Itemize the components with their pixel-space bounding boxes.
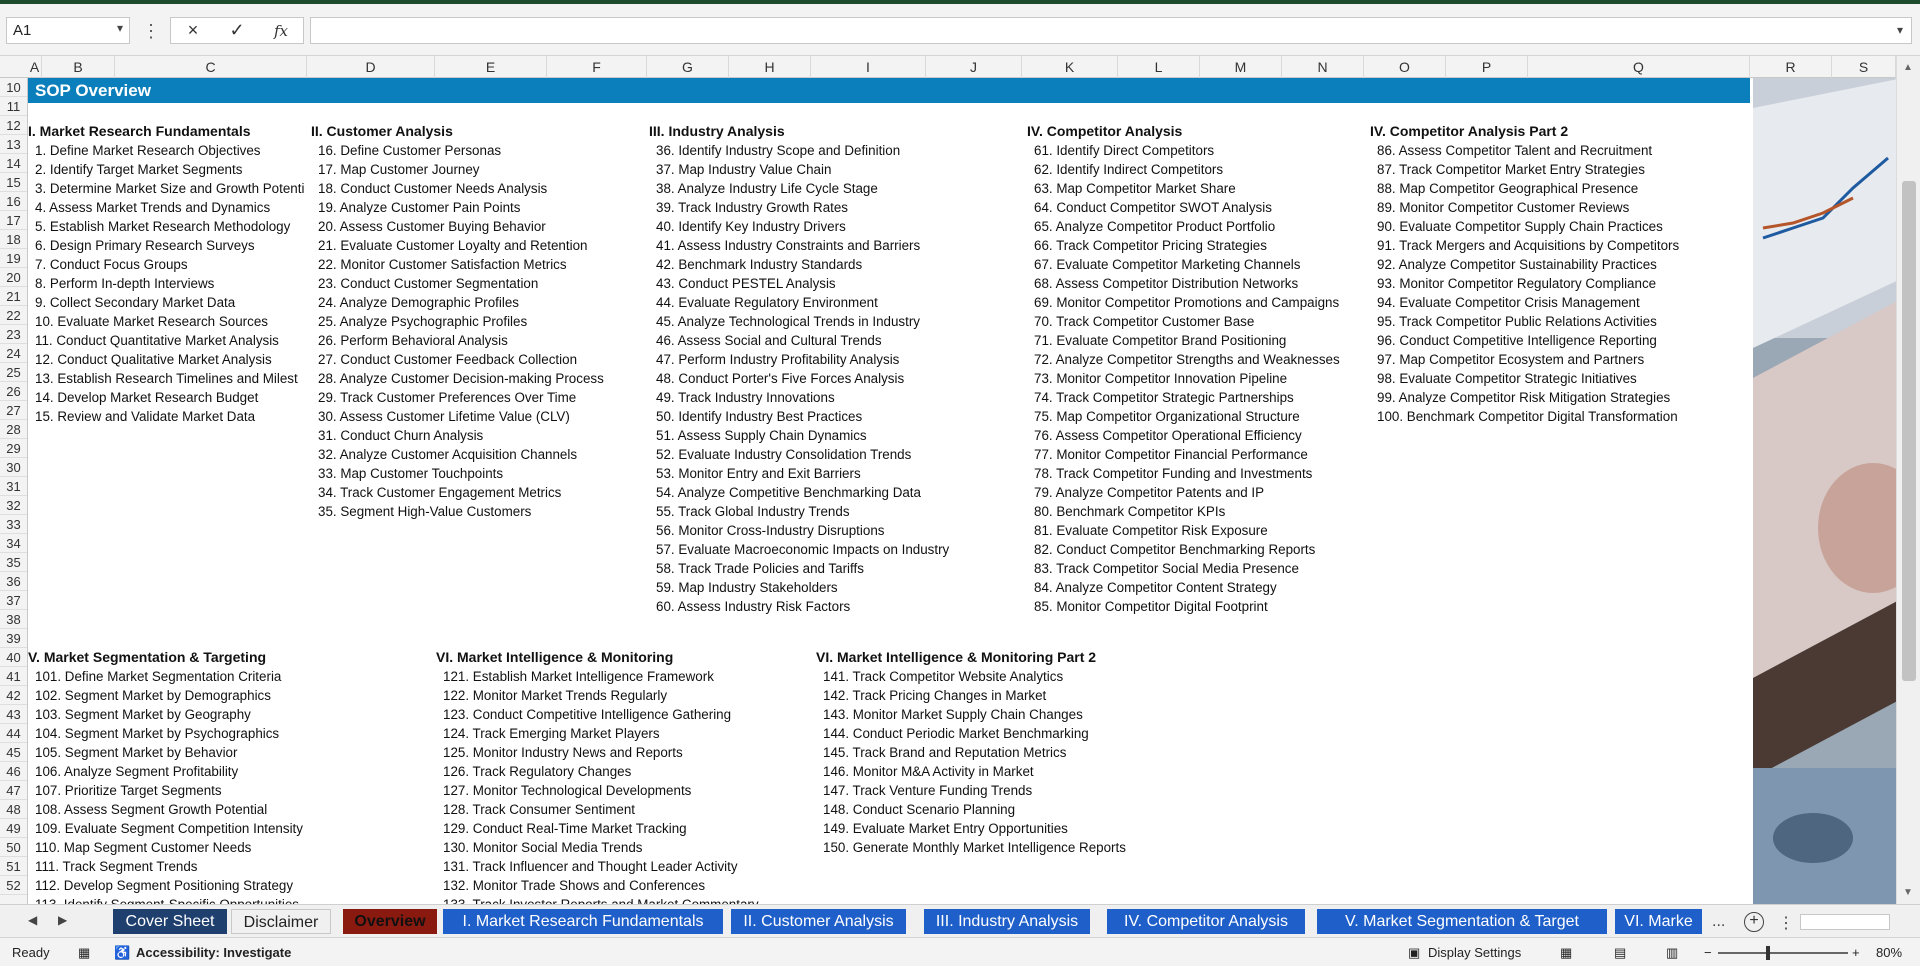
list-item[interactable]: 21. Evaluate Customer Loyalty and Retention	[318, 238, 588, 253]
list-item[interactable]: 11. Conduct Quantitative Market Analysis	[35, 333, 279, 348]
list-item[interactable]: 14. Develop Market Research Budget	[35, 390, 259, 405]
scroll-thumb[interactable]	[1902, 181, 1916, 681]
list-item[interactable]: 7. Conduct Focus Groups	[35, 257, 188, 272]
decorative-photo	[1753, 78, 1903, 904]
row-header[interactable]: 21	[0, 287, 27, 306]
list-item[interactable]: 19. Analyze Customer Pain Points	[318, 200, 521, 215]
list-item[interactable]: 4. Assess Market Trends and Dynamics	[35, 200, 271, 215]
list-item[interactable]: 60. Assess Industry Risk Factors	[656, 599, 851, 614]
row-header[interactable]: 13	[0, 135, 27, 154]
list-item[interactable]: 86. Assess Competitor Talent and Recruitment	[1377, 143, 1653, 158]
list-item[interactable]: 127. Monitor Technological Developments	[443, 783, 692, 798]
list-item[interactable]: 5. Establish Market Research Methodology	[35, 219, 291, 234]
list-item[interactable]: 38. Analyze Industry Life Cycle Stage	[656, 181, 878, 196]
list-item[interactable]: 102. Segment Market by Demographics	[35, 688, 271, 703]
row-header[interactable]: 44	[0, 724, 27, 743]
list-item[interactable]: 63. Map Competitor Market Share	[1034, 181, 1236, 196]
list-item[interactable]: 71. Evaluate Competitor Brand Positioning	[1034, 333, 1287, 348]
expand-formula-icon[interactable]: ▾	[1896, 23, 1903, 37]
list-item[interactable]: 49. Track Industry Innovations	[656, 390, 835, 405]
row-header[interactable]: 31	[0, 477, 27, 496]
list-item[interactable]: 122. Monitor Market Trends Regularly	[443, 688, 668, 703]
list-item[interactable]: 68. Assess Competitor Distribution Networks	[1034, 276, 1299, 291]
name-box[interactable]	[6, 17, 130, 44]
list-item[interactable]: 148. Conduct Scenario Planning	[823, 802, 1016, 817]
page-break-icon[interactable]: ▥	[1666, 945, 1679, 960]
list-item[interactable]: 56. Monitor Cross-Industry Disruptions	[656, 523, 885, 538]
display-settings[interactable]: Display Settings	[1428, 945, 1522, 960]
row-header[interactable]: 19	[0, 249, 27, 268]
list-item[interactable]: 64. Conduct Competitor SWOT Analysis	[1034, 200, 1272, 215]
list-item[interactable]: 99. Analyze Competitor Risk Mitigation Strategies	[1377, 390, 1671, 405]
list-item[interactable]: 101. Define Market Segmentation Criteria	[35, 669, 282, 684]
zoom-slider[interactable]	[1718, 952, 1848, 954]
list-item[interactable]: 93. Monitor Competitor Regulatory Compliance	[1377, 276, 1657, 291]
column-header-m[interactable]: M	[1200, 56, 1282, 78]
row-header[interactable]: 41	[0, 667, 27, 686]
worksheet-grid[interactable]	[28, 78, 1750, 904]
row-header[interactable]: 15	[0, 173, 27, 192]
list-item[interactable]: 23. Conduct Customer Segmentation	[318, 276, 539, 291]
list-item[interactable]: 17. Map Customer Journey	[318, 162, 480, 177]
list-item[interactable]: 142. Track Pricing Changes in Market	[823, 688, 1047, 703]
list-item[interactable]: 13. Establish Research Timelines and Milest	[35, 371, 298, 386]
list-item[interactable]: 96. Conduct Competitive Intelligence Reporting	[1377, 333, 1657, 348]
list-item[interactable]: 52. Evaluate Industry Consolidation Trends	[656, 447, 912, 462]
list-item[interactable]: 18. Conduct Customer Needs Analysis	[318, 181, 548, 196]
list-item[interactable]: 33. Map Customer Touchpoints	[318, 466, 504, 481]
list-item[interactable]: 1. Define Market Research Objectives	[35, 143, 261, 158]
list-item[interactable]: 95. Track Competitor Public Relations Activities	[1377, 314, 1657, 329]
list-item[interactable]: 85. Monitor Competitor Digital Footprint	[1034, 599, 1268, 614]
tab-cover-sheet[interactable]: Cover Sheet	[113, 909, 227, 934]
name-box-value: A1	[13, 22, 32, 39]
row-header[interactable]: 34	[0, 534, 27, 553]
list-item[interactable]: 87. Track Competitor Market Entry Strategies	[1377, 162, 1645, 177]
list-item[interactable]: 37. Map Industry Value Chain	[656, 162, 832, 177]
list-item[interactable]: 149. Evaluate Market Entry Opportunities	[823, 821, 1068, 836]
section-list	[28, 141, 304, 426]
row-header[interactable]: 20	[0, 268, 27, 287]
horizontal-scrollbar[interactable]	[1800, 914, 1890, 930]
list-item[interactable]: 24. Analyze Demographic Profiles	[318, 295, 519, 310]
add-sheet-icon[interactable]: +	[1744, 912, 1764, 932]
more-vertical-icon[interactable]: ⋮	[142, 21, 160, 41]
tab-overview[interactable]: Overview	[343, 909, 437, 934]
list-item[interactable]: 6. Design Primary Research Surveys	[35, 238, 255, 253]
list-item[interactable]: 26. Perform Behavioral Analysis	[318, 333, 508, 348]
list-item[interactable]: 15. Review and Validate Market Data	[35, 409, 256, 424]
list-item[interactable]: 46. Assess Social and Cultural Trends	[656, 333, 882, 348]
list-item[interactable]: 131. Track Influencer and Thought Leader Activity	[443, 859, 738, 874]
row-header[interactable]: 25	[0, 363, 27, 382]
list-item[interactable]: 41. Assess Industry Constraints and Barriers	[656, 238, 921, 253]
list-item[interactable]: 9. Collect Secondary Market Data	[35, 295, 236, 310]
list-item[interactable]: 83. Track Competitor Social Media Presence	[1034, 561, 1299, 576]
list-item[interactable]: 22. Monitor Customer Satisfaction Metrics	[318, 257, 567, 272]
tab-industry-analysis[interactable]: III. Industry Analysis	[924, 909, 1090, 934]
list-item[interactable]: 143. Monitor Market Supply Chain Changes	[823, 707, 1083, 722]
list-item[interactable]: 126. Track Regulatory Changes	[443, 764, 632, 779]
list-item[interactable]: 106. Analyze Segment Profitability	[35, 764, 239, 779]
list-item[interactable]: 82. Conduct Competitor Benchmarking Reports	[1034, 542, 1316, 557]
list-item[interactable]: 59. Map Industry Stakeholders	[656, 580, 838, 595]
sheet-tab-bar	[0, 904, 1920, 937]
list-item[interactable]: 40. Identify Key Industry Drivers	[656, 219, 846, 234]
column-header-l[interactable]: L	[1118, 56, 1200, 78]
tab-customer-analysis[interactable]: II. Customer Analysis	[731, 909, 906, 934]
list-item[interactable]: 50. Identify Industry Best Practices	[656, 409, 863, 424]
list-item[interactable]: 132. Monitor Trade Shows and Conferences	[443, 878, 706, 893]
list-item[interactable]: 97. Map Competitor Ecosystem and Partners	[1377, 352, 1645, 367]
list-item[interactable]: 32. Analyze Customer Acquisition Channels	[318, 447, 578, 462]
tab-disclaimer[interactable]: Disclaimer	[231, 909, 331, 934]
formula-input[interactable]	[310, 17, 1912, 44]
list-item[interactable]: 10. Evaluate Market Research Sources	[35, 314, 268, 329]
list-item[interactable]: 100. Benchmark Competitor Digital Transformation	[1377, 409, 1678, 424]
row-header[interactable]: 12	[0, 116, 27, 135]
section-title: IV. Competitor Analysis Part 2	[1370, 123, 1569, 139]
list-item[interactable]: 109. Evaluate Segment Competition Intensity	[35, 821, 303, 836]
insert-function-icon[interactable]: fx	[273, 21, 288, 40]
list-item[interactable]: 72. Analyze Competitor Strengths and Weaknesses	[1034, 352, 1340, 367]
list-item[interactable]: 75. Map Competitor Organizational Structure	[1034, 409, 1300, 424]
row-header[interactable]: 28	[0, 420, 27, 439]
list-item[interactable]: 90. Evaluate Competitor Supply Chain Practices	[1377, 219, 1663, 234]
list-item[interactable]: 42. Benchmark Industry Standards	[656, 257, 863, 272]
section-customer-analysis	[311, 103, 604, 521]
row-header[interactable]: 24	[0, 344, 27, 363]
list-item[interactable]: 31. Conduct Churn Analysis	[318, 428, 484, 443]
list-item[interactable]: 112. Develop Segment Positioning Strategy	[35, 878, 294, 893]
list-item[interactable]: 78. Track Competitor Funding and Investments	[1034, 466, 1313, 481]
tab-prev-icon[interactable]: ◀	[28, 913, 38, 927]
row-header[interactable]: 50	[0, 838, 27, 857]
list-item[interactable]: 70. Track Competitor Customer Base	[1034, 314, 1255, 329]
row-header[interactable]: 47	[0, 781, 27, 800]
section-market-intelligence-2	[816, 648, 1126, 857]
section-title: IV. Competitor Analysis	[1027, 123, 1183, 139]
vertical-scrollbar[interactable]	[1896, 56, 1920, 904]
column-header-n[interactable]: N	[1282, 56, 1364, 78]
list-item[interactable]: 80. Benchmark Competitor KPIs	[1034, 504, 1226, 519]
column-header-s[interactable]: S	[1832, 56, 1896, 78]
column-header-d[interactable]: D	[307, 56, 435, 78]
list-item[interactable]: 105. Segment Market by Behavior	[35, 745, 238, 760]
column-header-p[interactable]: P	[1446, 56, 1528, 78]
accessibility-status[interactable]: Accessibility: Investigate	[136, 945, 292, 960]
list-item[interactable]: 107. Prioritize Target Segments	[35, 783, 222, 798]
list-item[interactable]: 57. Evaluate Macroeconomic Impacts on Industry	[656, 542, 950, 557]
row-header[interactable]: 37	[0, 591, 27, 610]
list-item[interactable]: 74. Track Competitor Strategic Partnerships	[1034, 390, 1294, 405]
row-header[interactable]: 26	[0, 382, 27, 401]
list-item[interactable]: 3. Determine Market Size and Growth Potenti	[35, 181, 305, 196]
list-item[interactable]: 20. Assess Customer Buying Behavior	[318, 219, 546, 234]
row-header[interactable]: 32	[0, 496, 27, 515]
tab-market-research-fundamentals[interactable]: I. Market Research Fundamentals	[443, 909, 723, 934]
list-item[interactable]: 43. Conduct PESTEL Analysis	[656, 276, 836, 291]
row-header[interactable]: 17	[0, 211, 27, 230]
list-item[interactable]: 35. Segment High-Value Customers	[318, 504, 532, 519]
row-header[interactable]: 39	[0, 629, 27, 648]
list-item[interactable]: 45. Analyze Technological Trends in Industry	[656, 314, 921, 329]
row-header[interactable]: 43	[0, 705, 27, 724]
list-item[interactable]: 92. Analyze Competitor Sustainability Practices	[1377, 257, 1657, 272]
list-item[interactable]: 53. Monitor Entry and Exit Barriers	[656, 466, 861, 481]
row-header[interactable]: 52	[0, 876, 27, 895]
list-item[interactable]: 125. Monitor Industry News and Reports	[443, 745, 683, 760]
section-title: VI. Market Intelligence & Monitoring	[436, 649, 674, 665]
list-item[interactable]: 51. Assess Supply Chain Dynamics	[656, 428, 867, 443]
row-header[interactable]: 49	[0, 819, 27, 838]
list-item[interactable]: 81. Evaluate Competitor Risk Exposure	[1034, 523, 1268, 538]
column-header-f[interactable]: F	[547, 56, 647, 78]
row-header[interactable]: 14	[0, 154, 27, 173]
list-item[interactable]: 104. Segment Market by Psychographics	[35, 726, 280, 741]
row-header[interactable]: 48	[0, 800, 27, 819]
tab-next-icon[interactable]: ▶	[58, 913, 68, 927]
section-industry-analysis	[649, 103, 949, 616]
list-item[interactable]: 88. Map Competitor Geographical Presence	[1377, 181, 1639, 196]
list-item[interactable]: 29. Track Customer Preferences Over Time	[318, 390, 577, 405]
list-item[interactable]: 98. Evaluate Competitor Strategic Initiatives	[1377, 371, 1637, 386]
column-headers	[0, 56, 1920, 78]
row-header[interactable]: 10	[0, 78, 27, 97]
more-tabs-icon[interactable]: ...	[1712, 913, 1726, 930]
section-competitor-analysis-2	[1370, 103, 1679, 426]
list-item[interactable]: 28. Analyze Customer Decision-making Process	[318, 371, 604, 386]
row-header[interactable]: 16	[0, 192, 27, 211]
section-market-research	[28, 103, 304, 426]
list-item[interactable]: 150. Generate Monthly Market Intelligence Reports	[823, 840, 1126, 855]
list-item[interactable]: 65. Analyze Competitor Product Portfolio	[1034, 219, 1276, 234]
column-header-r[interactable]: R	[1750, 56, 1832, 78]
column-header-g[interactable]: G	[647, 56, 729, 78]
tab-market-segmentation[interactable]: V. Market Segmentation & Target	[1317, 909, 1607, 934]
column-header-o[interactable]: O	[1364, 56, 1446, 78]
section-title: III. Industry Analysis	[649, 123, 785, 139]
section-market-segmentation	[28, 648, 303, 914]
list-item[interactable]: 48. Conduct Porter's Five Forces Analysis	[656, 371, 905, 386]
zoom-in-icon[interactable]: +	[1852, 945, 1860, 960]
list-item[interactable]: 141. Track Competitor Website Analytics	[823, 669, 1064, 684]
row-header[interactable]: 11	[0, 97, 27, 116]
section-market-intelligence	[436, 648, 759, 914]
column-header-k[interactable]: K	[1022, 56, 1118, 78]
status-ready: Ready	[12, 945, 50, 960]
list-item[interactable]: 69. Monitor Competitor Promotions and Campaigns	[1034, 295, 1340, 310]
tab-competitor-analysis[interactable]: IV. Competitor Analysis	[1107, 909, 1305, 934]
list-item[interactable]: 58. Track Trade Policies and Tariffs	[656, 561, 864, 576]
list-item[interactable]: 2. Identify Target Market Segments	[35, 162, 243, 177]
sheet-banner: SOP Overview	[28, 78, 1750, 103]
tab-options-icon[interactable]: ⋮	[1778, 915, 1794, 932]
list-item[interactable]: 103. Segment Market by Geography	[35, 707, 251, 722]
list-item[interactable]: 110. Map Segment Customer Needs	[35, 840, 252, 855]
list-item[interactable]: 25. Analyze Psychographic Profiles	[318, 314, 528, 329]
list-item[interactable]: 123. Conduct Competitive Intelligence Gathering	[443, 707, 732, 722]
list-item[interactable]: 144. Conduct Periodic Market Benchmarking	[823, 726, 1089, 741]
section-list	[1370, 141, 1679, 426]
section-competitor-analysis	[1027, 103, 1340, 616]
row-header[interactable]: 36	[0, 572, 27, 591]
list-item[interactable]: 12. Conduct Qualitative Market Analysis	[35, 352, 272, 367]
section-list	[28, 667, 303, 914]
cell-mode-icon[interactable]: ▦	[78, 945, 91, 960]
list-item[interactable]: 54. Analyze Competitive Benchmarking Data	[656, 485, 921, 500]
row-header[interactable]: 22	[0, 306, 27, 325]
list-item[interactable]: 108. Assess Segment Growth Potential	[35, 802, 268, 817]
tab-market-intelligence[interactable]: VI. Marke	[1615, 909, 1702, 934]
list-item[interactable]: 145. Track Brand and Reputation Metrics	[823, 745, 1067, 760]
status-bar	[0, 937, 1920, 966]
row-header[interactable]: 51	[0, 857, 27, 876]
list-item[interactable]: 16. Define Customer Personas	[318, 143, 502, 158]
list-item[interactable]: 27. Conduct Customer Feedback Collection	[318, 352, 578, 367]
list-item[interactable]: 34. Track Customer Engagement Metrics	[318, 485, 562, 500]
section-list	[649, 141, 949, 616]
formula-buttons	[170, 17, 304, 44]
list-item[interactable]: 130. Monitor Social Media Trends	[443, 840, 643, 855]
row-header[interactable]: 18	[0, 230, 27, 249]
scroll-down-icon[interactable]: ▼	[1903, 887, 1913, 898]
zoom-out-icon[interactable]: −	[1704, 945, 1712, 960]
list-item[interactable]: 91. Track Mergers and Acquisitions by Competitors	[1377, 238, 1680, 253]
row-header[interactable]: 27	[0, 401, 27, 420]
cancel-icon[interactable]: ×	[187, 20, 199, 40]
list-item[interactable]: 89. Monitor Competitor Customer Reviews	[1377, 200, 1630, 215]
row-header[interactable]: 30	[0, 458, 27, 477]
section-list	[1027, 141, 1340, 616]
row-header[interactable]: 29	[0, 439, 27, 458]
section-list	[436, 667, 759, 914]
section-title: V. Market Segmentation & Targeting	[28, 649, 267, 665]
row-header[interactable]: 33	[0, 515, 27, 534]
list-item[interactable]: 73. Monitor Competitor Innovation Pipeline	[1034, 371, 1288, 386]
list-item[interactable]: 61. Identify Direct Competitors	[1034, 143, 1215, 158]
column-header-b[interactable]: B	[42, 56, 115, 78]
list-item[interactable]: 121. Establish Market Intelligence Framework	[443, 669, 714, 684]
formula-bar	[0, 4, 1920, 56]
column-header-e[interactable]: E	[435, 56, 547, 78]
row-header[interactable]: 23	[0, 325, 27, 344]
column-header-i[interactable]: I	[811, 56, 926, 78]
enter-icon[interactable]: ✓	[229, 20, 245, 40]
list-item[interactable]: 147. Track Venture Funding Trends	[823, 783, 1033, 798]
list-item[interactable]: 66. Track Competitor Pricing Strategies	[1034, 238, 1267, 253]
chevron-down-icon[interactable]: ▾	[116, 21, 123, 35]
list-item[interactable]: 111. Track Segment Trends	[35, 859, 198, 874]
column-header-a[interactable]: A	[28, 56, 42, 78]
row-header[interactable]: 42	[0, 686, 27, 705]
column-header-h[interactable]: H	[729, 56, 811, 78]
section-title: VI. Market Intelligence & Monitoring Part 2	[816, 649, 1097, 665]
section-title: I. Market Research Fundamentals	[28, 123, 251, 139]
column-header-q[interactable]: Q	[1528, 56, 1750, 78]
list-item[interactable]: 62. Identify Indirect Competitors	[1034, 162, 1224, 177]
list-item[interactable]: 146. Monitor M&A Activity in Market	[823, 764, 1034, 779]
row-header[interactable]: 35	[0, 553, 27, 572]
page-layout-icon[interactable]: ▤	[1614, 945, 1627, 960]
accessibility-icon[interactable]: ♿	[114, 945, 131, 960]
zoom-level[interactable]: 80%	[1876, 945, 1903, 960]
row-header[interactable]: 45	[0, 743, 27, 762]
section-title: II. Customer Analysis	[311, 123, 453, 139]
list-item[interactable]: 124. Track Emerging Market Players	[443, 726, 660, 741]
list-item[interactable]: 8. Perform In-depth Interviews	[35, 276, 215, 291]
list-item[interactable]: 128. Track Consumer Sentiment	[443, 802, 636, 817]
list-item[interactable]: 36. Identify Industry Scope and Definition	[656, 143, 901, 158]
list-item[interactable]: 44. Evaluate Regulatory Environment	[656, 295, 878, 310]
list-item[interactable]: 30. Assess Customer Lifetime Value (CLV)	[318, 409, 570, 424]
section-list	[816, 667, 1126, 857]
list-item[interactable]: 79. Analyze Competitor Patents and IP	[1034, 485, 1265, 500]
list-item[interactable]: 94. Evaluate Competitor Crisis Management	[1377, 295, 1640, 310]
list-item[interactable]: 84. Analyze Competitor Content Strategy	[1034, 580, 1277, 595]
section-list	[311, 141, 604, 521]
column-header-c[interactable]: C	[115, 56, 307, 78]
row-header[interactable]: 40	[0, 648, 27, 667]
row-headers	[0, 78, 28, 904]
list-item[interactable]: 129. Conduct Real-Time Market Tracking	[443, 821, 687, 836]
row-header[interactable]: 38	[0, 610, 27, 629]
list-item[interactable]: 77. Monitor Competitor Financial Performance	[1034, 447, 1308, 462]
list-item[interactable]: 55. Track Global Industry Trends	[656, 504, 850, 519]
display-settings-icon[interactable]: ▣	[1408, 945, 1421, 960]
list-item[interactable]: 67. Evaluate Competitor Marketing Channels	[1034, 257, 1301, 272]
normal-view-icon[interactable]: ▦	[1560, 945, 1573, 960]
list-item[interactable]: 76. Assess Competitor Operational Efficiency	[1034, 428, 1302, 443]
list-item[interactable]: 39. Track Industry Growth Rates	[656, 200, 849, 215]
scroll-up-icon[interactable]: ▲	[1903, 62, 1913, 73]
zoom-slider-knob[interactable]	[1766, 946, 1770, 960]
row-header[interactable]: 46	[0, 762, 27, 781]
column-header-j[interactable]: J	[926, 56, 1022, 78]
list-item[interactable]: 47. Perform Industry Profitability Analysis	[656, 352, 900, 367]
